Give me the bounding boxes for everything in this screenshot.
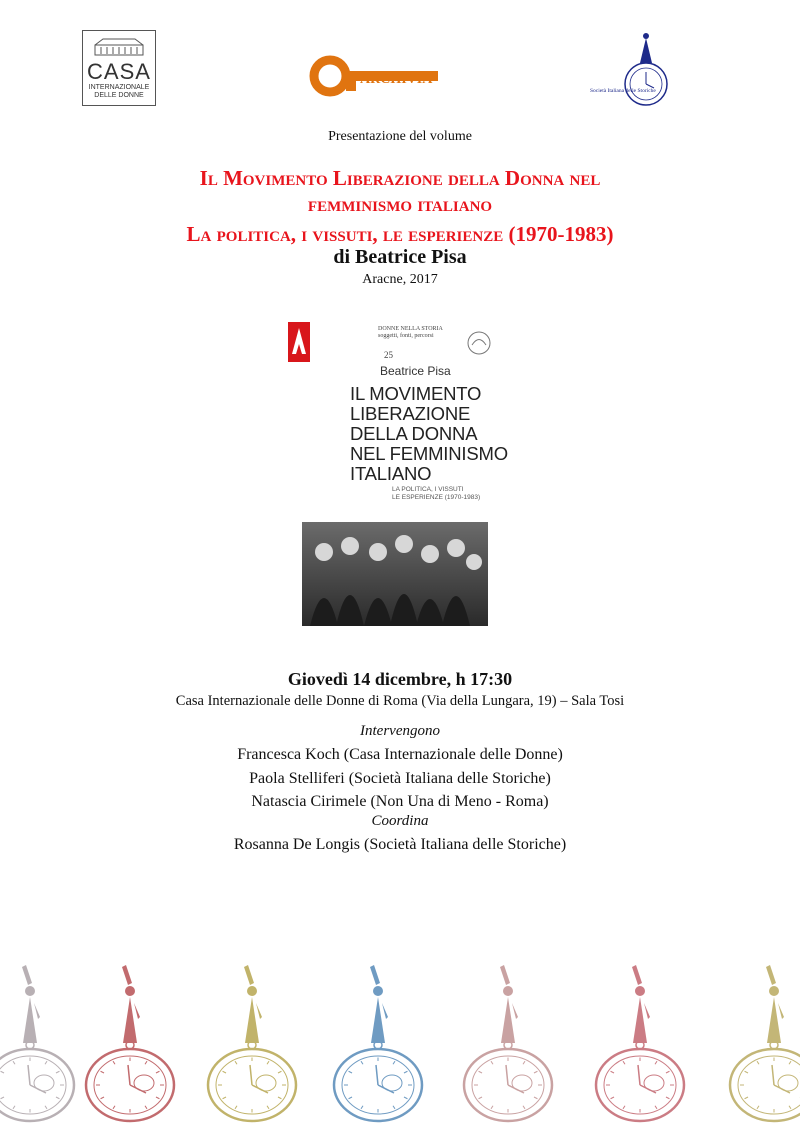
pocket-watch-icon (730, 965, 800, 1121)
publisher-line: Aracne, 2017 (362, 272, 438, 287)
pocket-watch-icon (0, 965, 74, 1121)
pocket-watch-decoration (0, 910, 800, 1134)
intro-text: Presentazione del volume (328, 129, 472, 144)
event-date: Giovedì 14 dicembre, h 17:30 (287, 669, 513, 689)
cover-author: Beatrice Pisa (380, 364, 451, 378)
casa-logo-word: CASA (87, 59, 151, 84)
publisher-logo-icon (288, 322, 310, 362)
casa-internazionale-logo (82, 30, 156, 106)
pocket-watch-icon (590, 30, 700, 108)
cover-photo-image (302, 522, 488, 626)
pocket-watch-icon (464, 965, 552, 1121)
cover-series: DONNE NELLA STORIA soggetti, fonti, percorsi (378, 326, 443, 339)
cover-subtitle: LA POLITICA, I VISSUTI LE ESPERIENZE (1970-1983) (392, 486, 481, 501)
casa-logo-sub: INTERNAZIONALE DELLE DONNE (88, 84, 150, 99)
title-line-2: femminismo italiano (307, 192, 493, 216)
archivia-logo (308, 52, 448, 100)
event-venue: Casa Internazionale delle Donne di Roma (Via della Lungara, 19) – Sala Tosi (175, 693, 625, 709)
pocket-watch-icon (208, 965, 296, 1121)
speaker-item: Paola Stelliferi (Società Italiana delle Storiche) (249, 770, 551, 787)
series-emblem-icon (466, 330, 492, 356)
author-line: di Beatrice Pisa (333, 246, 467, 268)
sis-logo (590, 30, 700, 108)
cover-number: 25 (384, 350, 393, 360)
pocket-watch-icon (86, 965, 174, 1121)
pocket-watch-icon (334, 965, 422, 1121)
moderator-item: Rosanna De Longis (Società Italiana delle Storiche) (233, 836, 567, 853)
book-cover (288, 322, 510, 628)
archivia-word: ARCHIVIA (360, 72, 433, 87)
cover-title: IL MOVIMENTO LIBERAZIONE DELLA DONNA NEL FEMMINISMO ITALIANO (350, 383, 508, 484)
title-line-1: Il Movimento Liberazione della Donna nel (199, 166, 601, 190)
building-icon (93, 37, 145, 57)
pocket-watch-icon (596, 965, 684, 1121)
sis-caption: Società Italiana delle Storiche (590, 88, 656, 94)
speaker-item: Natascia Cirimele (Non Una di Meno - Roma) (251, 793, 549, 810)
title-line-3: La politica, i vissuti, le esperienze (1970-1983) (186, 222, 614, 246)
speakers-label: Intervengono (360, 723, 440, 739)
moderator-label: Coordina (371, 813, 429, 829)
speaker-item: Francesca Koch (Casa Internazionale delle Donne) (237, 746, 563, 763)
